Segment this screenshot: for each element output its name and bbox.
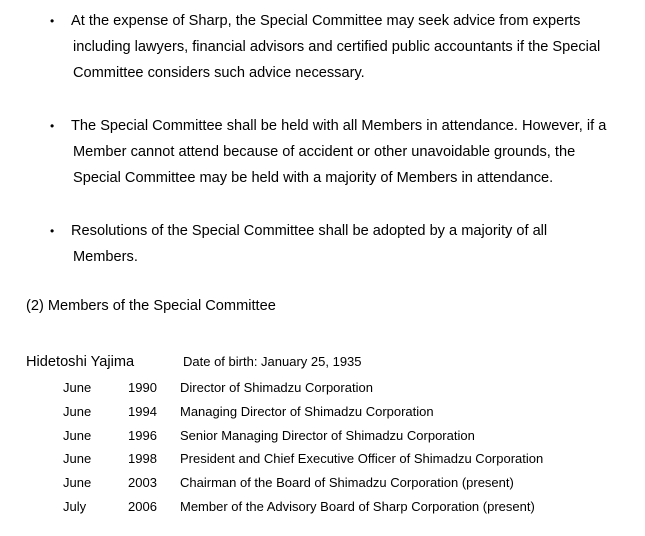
career-description: Director of Shimadzu Corporation xyxy=(180,380,373,395)
career-year: 1998 xyxy=(128,451,157,467)
career-row xyxy=(0,495,645,519)
career-row xyxy=(0,400,645,424)
career-row xyxy=(0,471,645,495)
bullet-line: The Special Committee shall be held with all Members in attendance. However, if a xyxy=(71,118,607,134)
career-year: 2003 xyxy=(128,475,157,491)
career-year: 1996 xyxy=(128,427,157,443)
career-description: Managing Director of Shimadzu Corporation xyxy=(180,403,434,419)
member-name: Hidetoshi Yajima xyxy=(26,354,135,370)
career-month: June xyxy=(63,427,92,443)
bullet-line: At the expense of Sharp, the Special Committee may seek advice from experts xyxy=(71,13,581,29)
bullet-line: Member cannot attend because of accident or other unavoidable grounds, the xyxy=(73,144,576,160)
career-description: Member of the Advisory Board of Sharp Corporation (present) xyxy=(180,498,535,514)
career-month: June xyxy=(63,380,92,395)
career-year: 1990 xyxy=(128,380,157,395)
bullet-dot: • xyxy=(50,14,55,28)
bullet-line: Resolutions of the Special Committee shall be adopted by a majority of all xyxy=(71,223,548,239)
career-year: 2006 xyxy=(128,498,157,514)
career-month: June xyxy=(63,403,92,419)
career-year: 1994 xyxy=(128,403,157,419)
bullet-dot: • xyxy=(50,119,55,133)
bullet-line: including lawyers, financial advisors and certified public accountants if the Special xyxy=(73,39,601,55)
career-history-table xyxy=(0,376,645,519)
career-month: June xyxy=(63,451,92,467)
member-date-of-birth: Date of birth: January 25, 1935 xyxy=(183,354,362,369)
career-row xyxy=(0,447,645,471)
bullet-line: Members. xyxy=(73,249,138,265)
career-row xyxy=(0,376,645,400)
career-description: President and Chief Executive Officer of Shimadzu Corporation xyxy=(180,451,544,467)
bullet-line: Committee considers such advice necessary. xyxy=(73,65,365,81)
career-description: Senior Managing Director of Shimadzu Corporation xyxy=(180,427,475,443)
career-month: July xyxy=(63,498,87,514)
bullet-dot: • xyxy=(50,224,55,238)
career-description: Chairman of the Board of Shimadzu Corporation (present) xyxy=(180,475,514,491)
bullet-line: Special Committee may be held with a majority of Members in attendance. xyxy=(73,170,554,186)
bullet-text xyxy=(71,218,631,270)
career-month: June xyxy=(63,475,92,491)
career-row xyxy=(0,424,645,448)
bullet-text xyxy=(71,113,631,191)
bullet-text xyxy=(71,8,631,86)
section-heading: (2) Members of the Special Committee xyxy=(26,298,276,314)
